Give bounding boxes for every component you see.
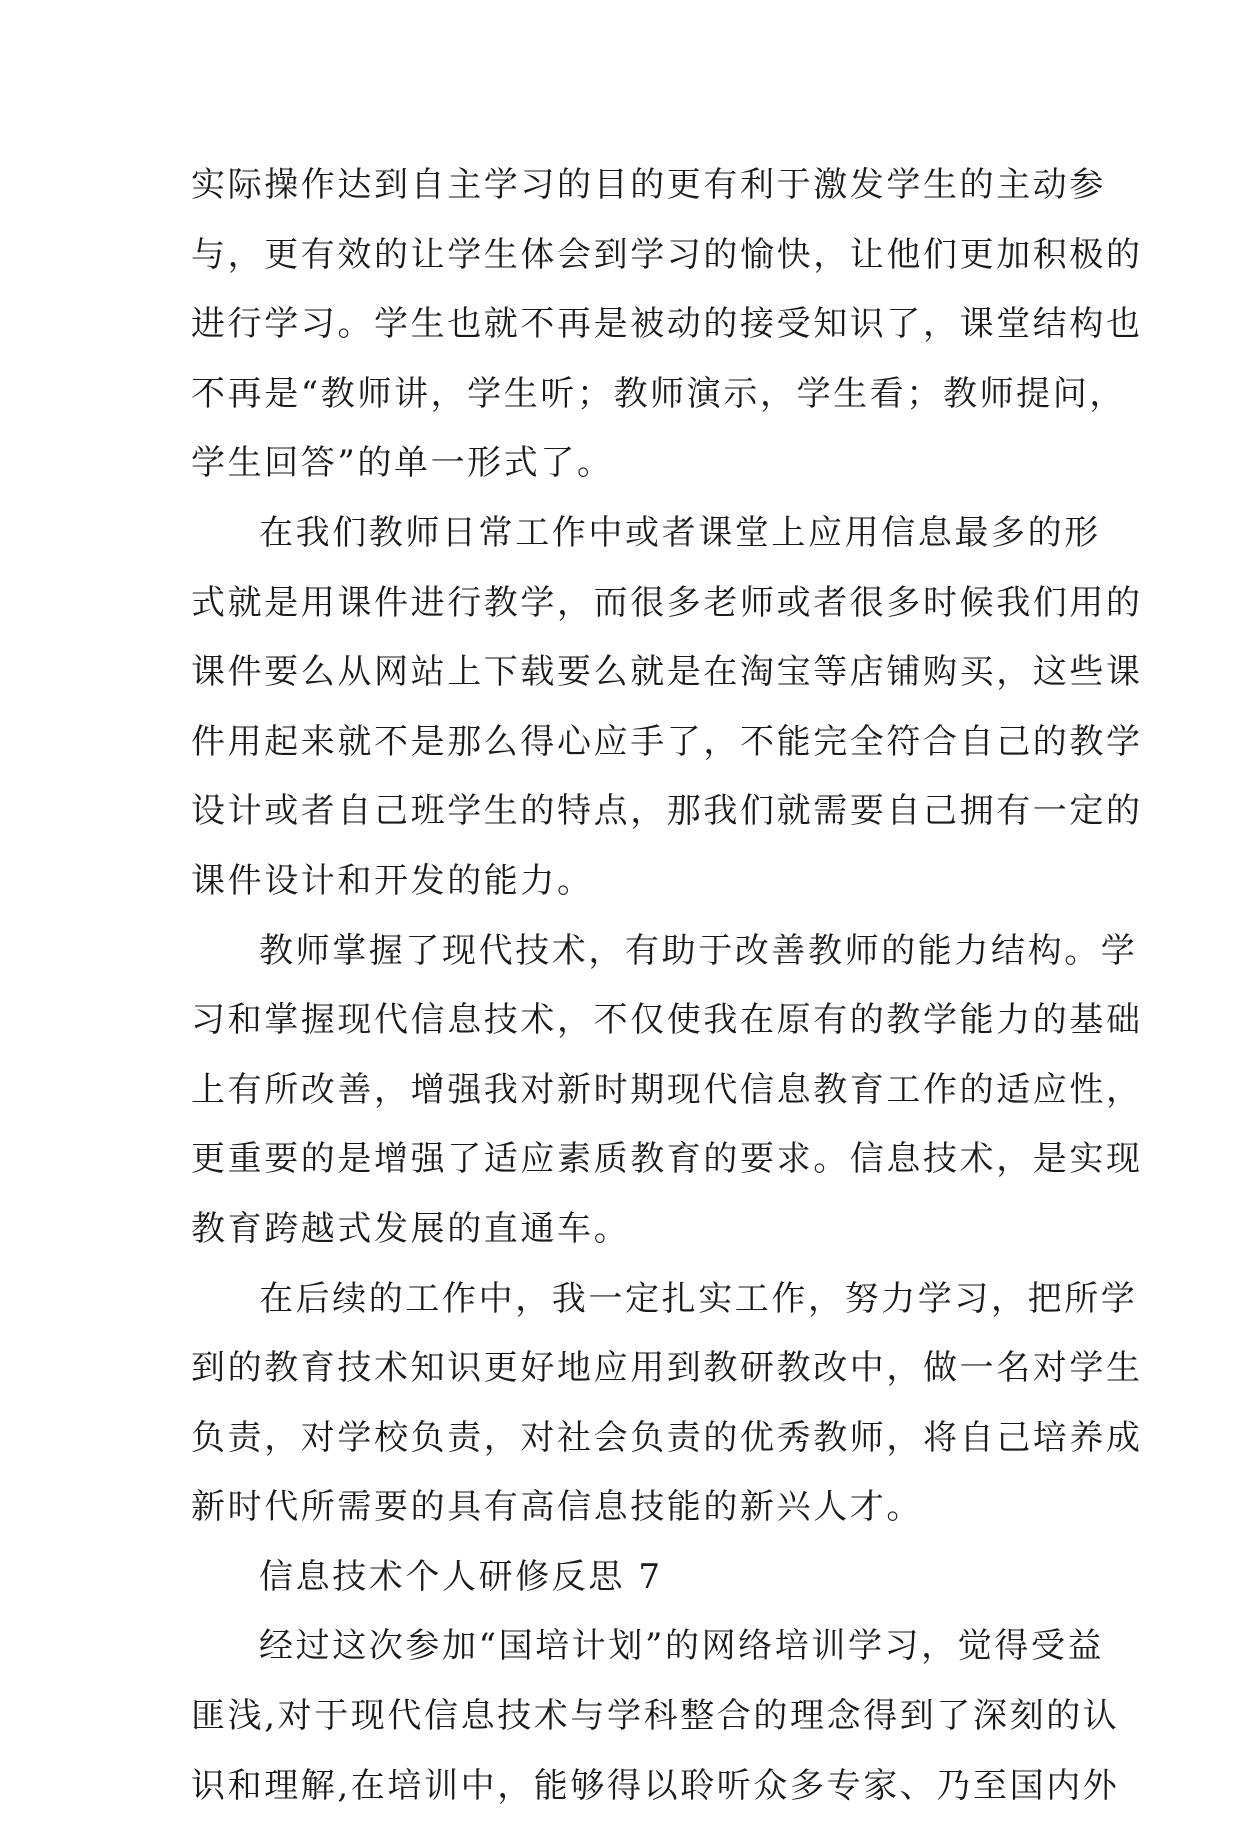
text-line: 负责，对学校负责，对社会负责的优秀教师，将自己培养成	[191, 1417, 1143, 1458]
text-line: 更重要的是增强了适应素质教育的要求。信息技术，是实现	[191, 1139, 1143, 1180]
paragraph-first-line: 教师掌握了现代技术，有助于改善教师的能力结构。学	[259, 930, 1138, 971]
text-line: 习和掌握现代信息技术，不仅使我在原有的教学能力的基础	[191, 1000, 1143, 1041]
text-line: 新时代所需要的具有高信息技能的新兴人才。	[191, 1487, 923, 1528]
paragraph-first-line: 在我们教师日常工作中或者课堂上应用信息最多的形	[259, 512, 1101, 553]
text-line: 式就是用课件进行教学，而很多老师或者很多时候我们用的	[191, 582, 1143, 623]
text-line: 设计或者自己班学生的特点，那我们就需要自己拥有一定的	[191, 791, 1143, 832]
text-line: 学生回答”的单一形式了。	[191, 443, 614, 484]
text-line: 上有所改善，增强我对新时期现代信息教育工作的适应性，	[191, 1069, 1143, 1110]
text-line: 匪浅,对于现代信息技术与学科整合的理念得到了深刻的认	[191, 1696, 1120, 1737]
text-line: 实际操作达到自主学习的目的更有利于激发学生的主动参	[191, 165, 1106, 205]
section-heading: 信息技术个人研修反思 7	[259, 1556, 663, 1597]
text-line: 件用起来就不是那么得心应手了，不能完全符合自己的教学	[191, 721, 1143, 762]
text-line: 课件设计和开发的能力。	[191, 860, 594, 901]
text-line: 课件要么从网站上下载要么就是在淘宝等店铺购买，这些课	[191, 652, 1143, 693]
text-line: 识和理解,在培训中，能够得以聆听众多专家、乃至国内外	[191, 1765, 1120, 1806]
text-line: 到的教育技术知识更好地应用到教研教改中，做一名对学生	[191, 1348, 1143, 1389]
text-line: 教育跨越式发展的直通车。	[191, 1208, 631, 1249]
paragraph-first-line: 经过这次参加“国培计划”的网络培训学习，觉得受益	[259, 1626, 1105, 1667]
text-line: 与，更有效的让学生体会到学习的愉快，让他们更加积极的	[191, 234, 1143, 275]
document-body	[191, 151, 1143, 1821]
paragraph-first-line: 在后续的工作中，我一定扎实工作，努力学习，把所学	[259, 1278, 1138, 1319]
text-line: 进行学习。学生也就不再是被动的接受知识了，课堂结构也	[191, 304, 1143, 345]
text-line: 不再是“教师讲，学生听；教师演示，学生看；教师提问，	[191, 373, 1126, 414]
